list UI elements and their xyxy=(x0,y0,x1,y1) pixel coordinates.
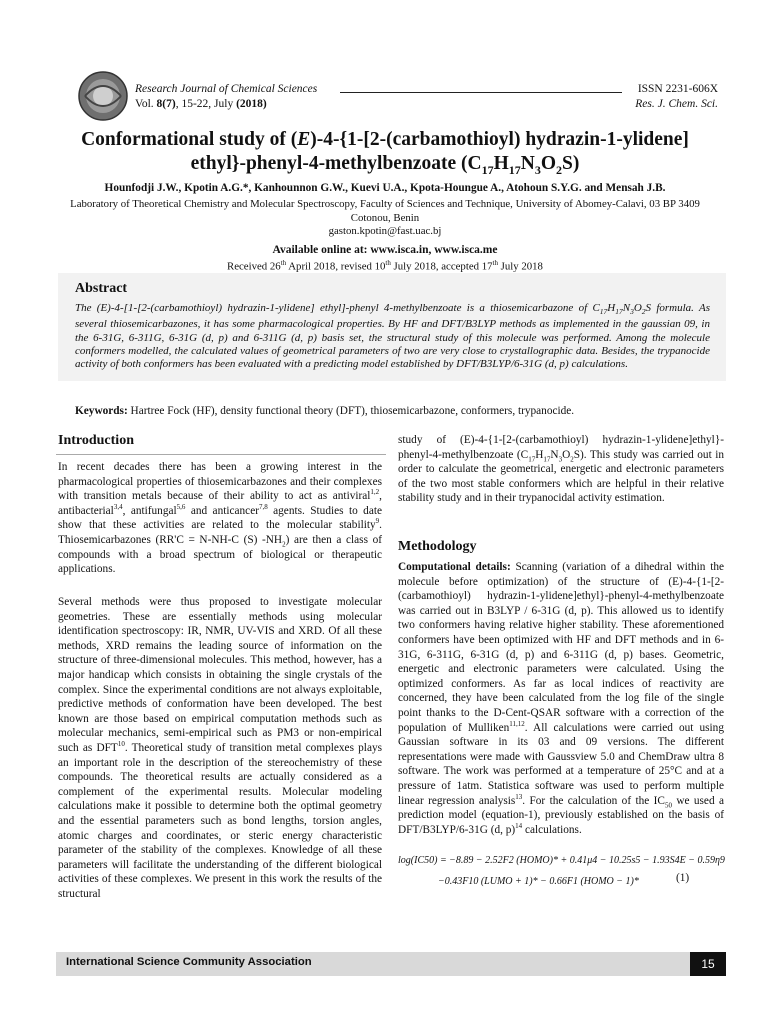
availability-line: Available online at: www.isca.in, www.isca.me xyxy=(272,244,498,256)
introduction-paragraph-2: Several methods were thus proposed to investigate molecular geometries. These are essentially methods using molecular identification spectroscopy: IR, NMR, UV-VIS and XRD. Of all these methods, XRD remains the leading source of information on the structure of three-dimensional molecules. This method, however, has a major handicap which consists in obtaining the single crystals of the complex. Since the experimental conditions are not always exploitable, predictive methods of conformation have been developed. The best known are those based on empirical computation methods such as molecular mechanics, semi-empirical such as PM3 or non-empirical such as DFT$^{10}$. Theoretical study of transition metal complexes plays an important role in the description of the stereochemistry of these compounds. The theoretical results are actually considered as a complement of the experimental results. Molecular modeling calculations make it possible to determine both the optimal geometry and the essential parameters such as bond lengths, torsion angles, atomic charges and coordinates, or steric energy characteristic parameter of the stability of the complexes. Knowledge of all these parameters will facilitate the understanding of the different biological activities of these complexes. We present in this work the results of the structural xyxy=(58,596,383,900)
introduction-continuation: study of (E)-4-{1-[2-(carbamothioyl) hydrazin-1-ylidene]ethyl}-phenyl-4-methylbenzoate $(C_{17}H_{17}N_3O_2S)$. This study was carried out in order to calculate the geometrical, energetic and electronic parameters of the two most stable conformers which are helpful in their relative stability study and in their trypanocidal activity estimation. xyxy=(398,434,724,505)
journal-abbreviation: Res. J. Chem. Sci. xyxy=(635,98,718,110)
issn: ISSN 2231-606X xyxy=(637,83,718,95)
equation-line-2: −0.43F10 (LUMO + 1)* − 0.66F1 (HOMO − 1)* xyxy=(438,876,639,887)
journal-header xyxy=(135,82,317,112)
abstract-heading: Abstract xyxy=(75,281,128,296)
header-rule xyxy=(340,92,622,93)
abstract-text: The (E)-4-[1-[2-(carbamothioyl) hydrazin-1-ylidene] ethyl]-phenyl 4-methylbenzoate is a thiosemicarbazone of $C_{17}H_{17}N_3O_2S$ formula. As several thiosemicarbazones, it has some pharmacological properties. By HF and DFT/B3LYP methods as implemented in the gaussian 09, in the 6-31G, 6-311G, 6-31G (d, p) and 6-311G (d, p) basis set, the structural study of this molecule was performed. Among the molecule conformers modelled, the calculated values of geometrical parameters of two are very close to crystallographic data. Besides, the trypanocide activity of both conformers has been evaluated with a predicting model established by DFT/B3LYP/6-31G (d, p) calculations. xyxy=(75,302,710,371)
journal-ids xyxy=(635,82,718,112)
section-rule xyxy=(56,454,386,455)
affiliation: Laboratory of Theoretical Chemistry and Molecular Spectroscopy, Faculty of Sciences and Technique, University of Abomey-Calavi, 03 BP 3409 Cotonou, Benin gaston.kpotin@fast.uac.bj xyxy=(40,198,730,239)
keywords: Keywords: Hartree Fock (HF), density functional theory (DFT), thiosemicarbazone, conformers, trypanocide. xyxy=(75,405,575,417)
email-link[interactable]: gaston.kpotin@fast.uac.bj xyxy=(328,225,442,237)
footer-organization: International Science Community Association xyxy=(66,956,312,968)
journal-name: Research Journal of Chemical Sciences xyxy=(135,83,318,95)
received-dates: Received 26th April 2018, revised 10th July 2018, accepted 17th July 2018 xyxy=(227,259,543,273)
equation-number: (1) xyxy=(676,872,690,884)
journal-logo xyxy=(77,70,129,122)
methodology-paragraph: Computational details: Scanning (variation of a dihedral within the molecule before optimization) of the structure of (E)-4-{1-[2-(carbamothioyl) hydrazin-1-ylidene]ethyl}-phenyl-4-methylbenzoate was carried out in B3LYP / 6-31G (d, p). This allowed us to identify two conformers having relative higher stability. These aforementioned conformers have been optimized with HF and DFT methods and in 6-31G, 6-311G, 6-31G (d, p) and 6-311G (d, p) bases. Geometric, energetic and electronic parameters were calculated. Using the optimized conformers. As far as local indices of reactivity are concerned, they have been calculated from the log file of the single point thanks to the D-Cent-QSAR software with a correction of the population of Mulliken$^{11,12}$. All calculations were carried out using Gaussian software in its 03 and 09 versions. The different representations were made with Gaussview 5.0 and ChemDraw ultra 8 software. The work was performed at a temperature of 25°C and at a pressure of 1atm. Statistica software was used to perform multiple linear regression analysis$^{13}$. For the calculation of the $IC_{50}$ we used a prediction model (equation-1), previously established on the basis of DFT/B3LYP/6-31G (d, p)$^{14}$ calculations. xyxy=(398,561,724,836)
author-list: Hounfodji J.W., Kpotin A.G.*, Kanhounnon G.W., Kuevi U.A., Kpota-Houngue A., Atohoun S.Y.G. and Mensah J.B. xyxy=(104,182,666,194)
volume-line: Vol. 8(7), 15-22, July (2018) xyxy=(135,98,267,110)
introduction-heading: Introduction xyxy=(58,433,134,448)
equation-line-1: log(IC50) = −8.89 − 2.52F2 (HOMO)* + 0.41μ4 − 10.25s5 − 1.93S4E − 0.59η9 xyxy=(398,855,725,866)
introduction-paragraph-1: In recent decades there has been a growing interest in the pharmacological properties of thiosemicarbazones and their complexes with transition metals because of their ability to act as antiviral$^{1,2}$, antibacterial$^{3,4}$, antifungal$^{5,6}$ and anticancer$^{7,8}$ agents. Studies to date show that these activities are related to the molecular stability$^9$. Thiosemicarbazones (RR'C = N-NH-C (S) $-NH_2$) are then a class of compounds with a broad spectrum of biological or therapeutic applications. xyxy=(58,461,382,576)
paper-title: Conformational study of (E)-4-{1-[2-(carbamothioyl) hydrazin-1-ylidene] ethyl}-phenyl-4-methylbenzoate $(C_{17}H_{17}N_3O_2S)$ xyxy=(81,129,689,177)
methodology-heading: Methodology xyxy=(398,539,477,554)
page-number: 15 xyxy=(690,952,726,976)
